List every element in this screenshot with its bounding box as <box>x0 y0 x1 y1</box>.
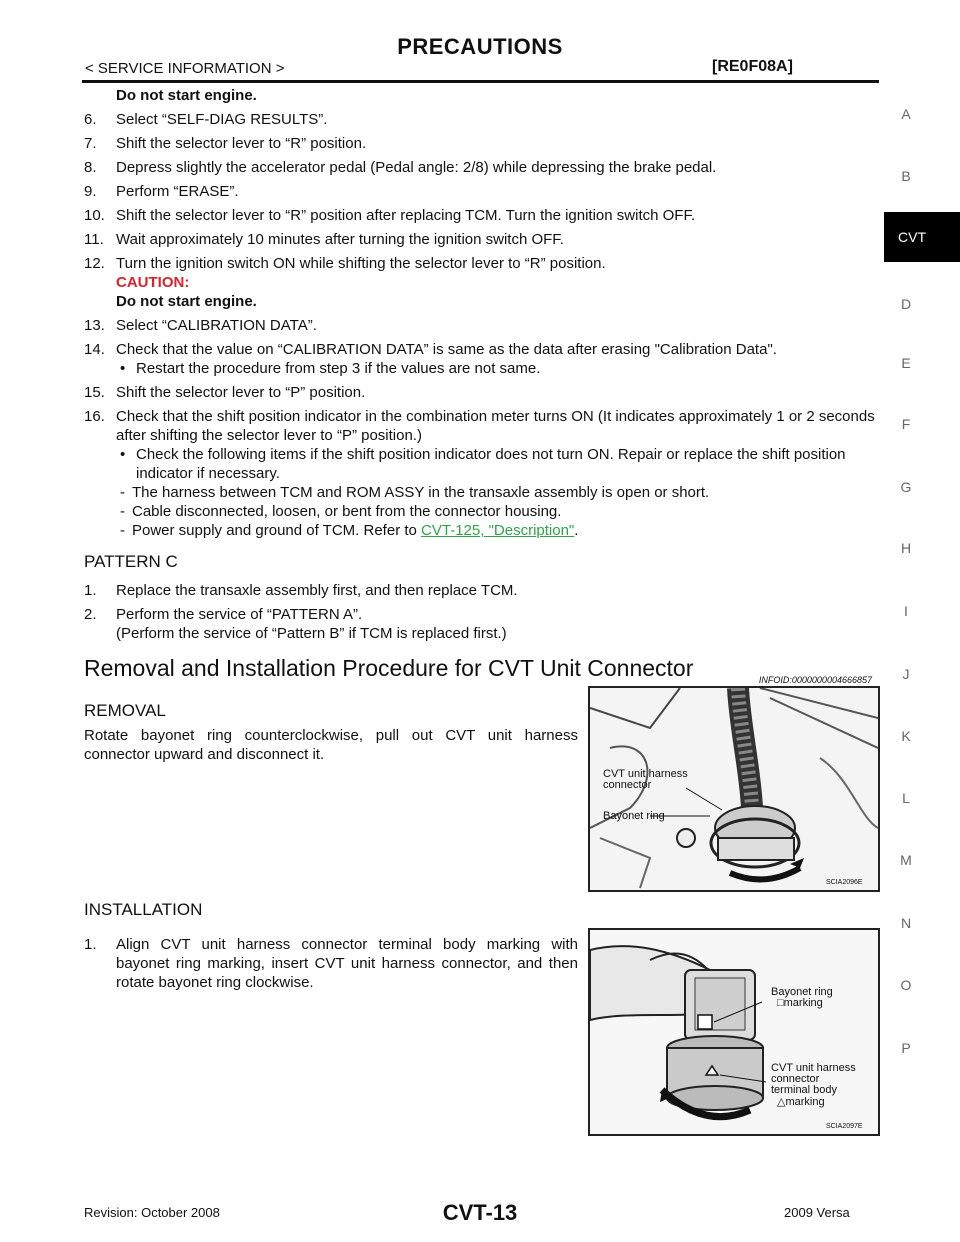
dash-item <box>116 502 884 521</box>
step-13 <box>84 316 884 335</box>
step-number: 16. <box>84 408 105 425</box>
step-text: Select “CALIBRATION DATA”. <box>116 317 317 334</box>
removal-figure <box>588 686 880 892</box>
step-text: Check that the shift position indicator in the combination meter turns ON (It indicates approximately 1 or 2 seconds after shifting the selector lever to “P” position.) <box>116 408 875 444</box>
step-text: Align CVT unit harness connector terminal body marking with bayonet ring marking, insert CVT unit harness connector, and then rotate bayonet ring clockwise. <box>116 936 578 991</box>
document-body <box>84 86 884 769</box>
step-number: 1. <box>84 936 97 953</box>
bullet-text: Restart the procedure from step 3 if the values are not same. <box>136 360 541 377</box>
pattern-c-step-1 <box>84 581 884 600</box>
label-cvt-harness: CVT unit harness <box>603 768 688 780</box>
bullet-text: Check the following items if the shift position indicator does not turn ON. Repair or replace the shift position indicator if necessary. <box>136 446 846 482</box>
index-letter-e[interactable]: E <box>901 355 911 371</box>
dash-mark: - <box>120 484 125 501</box>
step-number: 2. <box>84 606 97 623</box>
bullet-item <box>116 359 876 378</box>
index-letter-b[interactable]: B <box>901 168 911 184</box>
reference-link[interactable]: CVT-125, "Description" <box>421 522 575 539</box>
index-letter-i[interactable]: I <box>904 603 908 619</box>
figure-code: SCIA2096E <box>826 879 863 886</box>
step-number: 14. <box>84 341 105 358</box>
step-text: Replace the transaxle assembly first, and then replace TCM. <box>116 582 518 599</box>
header-rule <box>82 80 879 83</box>
index-letter-a[interactable]: A <box>901 106 911 122</box>
index-letter-h[interactable]: H <box>900 540 912 556</box>
index-letter-j[interactable]: J <box>902 666 910 682</box>
model-code: [RE0F08A] <box>712 58 793 75</box>
removal-heading: REMOVAL <box>84 701 166 720</box>
step-text: Shift the selector lever to “R” position after replacing TCM. Turn the ignition switch OFF. <box>116 207 696 224</box>
label-square-marking: □marking <box>777 997 823 1009</box>
step-16 <box>84 407 884 540</box>
dash-item <box>116 483 884 502</box>
step-6 <box>84 110 884 129</box>
info-id: INFOID:0000000004666857 <box>758 675 872 685</box>
step-note: (Perform the service of “Pattern B” if TCM is replaced first.) <box>116 625 507 642</box>
section-label: < SERVICE INFORMATION > <box>85 60 285 77</box>
index-letter-l[interactable]: L <box>902 790 910 806</box>
label-bayonet-ring: Bayonet ring <box>771 986 833 998</box>
index-letter-m[interactable]: M <box>900 852 912 868</box>
step-number: 13. <box>84 317 105 334</box>
step-7 <box>84 134 884 153</box>
step-number: 10. <box>84 207 105 224</box>
installation-illustration <box>590 930 878 1134</box>
bullet-mark: • <box>120 446 126 463</box>
step-15 <box>84 383 884 402</box>
label-bayonet-ring: Bayonet ring <box>603 810 665 822</box>
caution-label: CAUTION: <box>116 274 190 291</box>
footer-page-number: CVT-13 <box>442 1200 518 1225</box>
step-text: Shift the selector lever to “R” position. <box>116 135 367 152</box>
bullet-item <box>116 445 876 483</box>
index-letter-p[interactable]: P <box>901 1040 911 1056</box>
step-text: Check that the value on “CALIBRATION DATA” is same as the data after erasing "Calibration Data". <box>116 341 777 358</box>
installation-figure <box>588 928 880 1136</box>
label-connector: connector <box>603 779 652 791</box>
removal-text: Rotate bayonet ring counterclockwise, pull out CVT unit harness connector upward and disconnect it. <box>84 727 578 763</box>
dash-text: Power supply and ground of TCM. Refer to <box>132 522 417 539</box>
index-letter-o[interactable]: O <box>900 977 912 993</box>
step-text: Turn the ignition switch ON while shifting the selector lever to “R” position. <box>116 255 606 272</box>
figure-code: SCIA2097E <box>826 1123 863 1130</box>
step-number: 1. <box>84 582 97 599</box>
dash-text: Cable disconnected, loosen, or bent from the connector housing. <box>132 503 562 520</box>
page-title: PRECAUTIONS <box>397 34 563 59</box>
step-14 <box>84 340 884 378</box>
label-terminal-body: terminal body <box>771 1084 838 1096</box>
step-number: 15. <box>84 384 105 401</box>
pattern-c-heading: PATTERN C <box>84 552 178 571</box>
index-letter-f[interactable]: F <box>901 416 911 432</box>
step-12 <box>84 254 884 311</box>
step-number: 6. <box>84 111 97 128</box>
step-text: Perform the service of “PATTERN A”. <box>116 606 363 623</box>
step-text: Shift the selector lever to “P” position. <box>116 384 366 401</box>
pattern-c-step-2 <box>84 605 884 643</box>
caution-text: Do not start engine. <box>116 293 257 310</box>
step-text: Depress slightly the accelerator pedal (Pedal angle: 2/8) while depressing the brake pedal. <box>116 159 717 176</box>
installation-heading: INSTALLATION <box>84 900 203 919</box>
label-cvt-harness: CVT unit harness <box>771 1062 856 1074</box>
step-text: Select “SELF-DIAG RESULTS”. <box>116 111 328 128</box>
section-heading-row <box>84 655 884 689</box>
step-11 <box>84 230 884 249</box>
footer-model: 2009 Versa <box>784 1205 850 1220</box>
index-letter-d[interactable]: D <box>900 296 912 312</box>
step-do-not-start <box>84 86 884 105</box>
step-number: 11. <box>84 231 104 248</box>
index-tab-cvt-active[interactable]: CVT <box>884 212 960 262</box>
step-text: Wait approximately 10 minutes after turning the ignition switch OFF. <box>116 231 564 248</box>
step-number: 7. <box>84 135 97 152</box>
step-text: Do not start engine. <box>116 87 257 104</box>
label-triangle-marking: △marking <box>777 1096 825 1108</box>
dash-mark: - <box>120 522 125 539</box>
section-heading: Removal and Installation Procedure for CVT Unit Connector <box>84 655 694 681</box>
bullet-mark: • <box>120 360 126 377</box>
step-number: 9. <box>84 183 97 200</box>
step-10 <box>84 206 884 225</box>
dash-mark: - <box>120 503 125 520</box>
step-text: Perform “ERASE”. <box>116 183 239 200</box>
index-letter-g[interactable]: G <box>900 479 912 495</box>
index-letter-k[interactable]: K <box>901 728 911 744</box>
step-9 <box>84 182 884 201</box>
index-letter-n[interactable]: N <box>900 915 912 931</box>
step-number: 12. <box>84 255 105 272</box>
dash-text-end: . <box>574 522 579 539</box>
dash-text: The harness between TCM and ROM ASSY in the transaxle assembly is open or short. <box>132 484 710 501</box>
label-connector: connector <box>771 1073 820 1085</box>
step-number: 8. <box>84 159 97 176</box>
installation-step-1 <box>84 935 578 992</box>
section-index-sidebar <box>884 96 960 1096</box>
footer-revision: Revision: October 2008 <box>84 1205 220 1220</box>
dash-item <box>116 521 884 540</box>
step-8 <box>84 158 884 177</box>
